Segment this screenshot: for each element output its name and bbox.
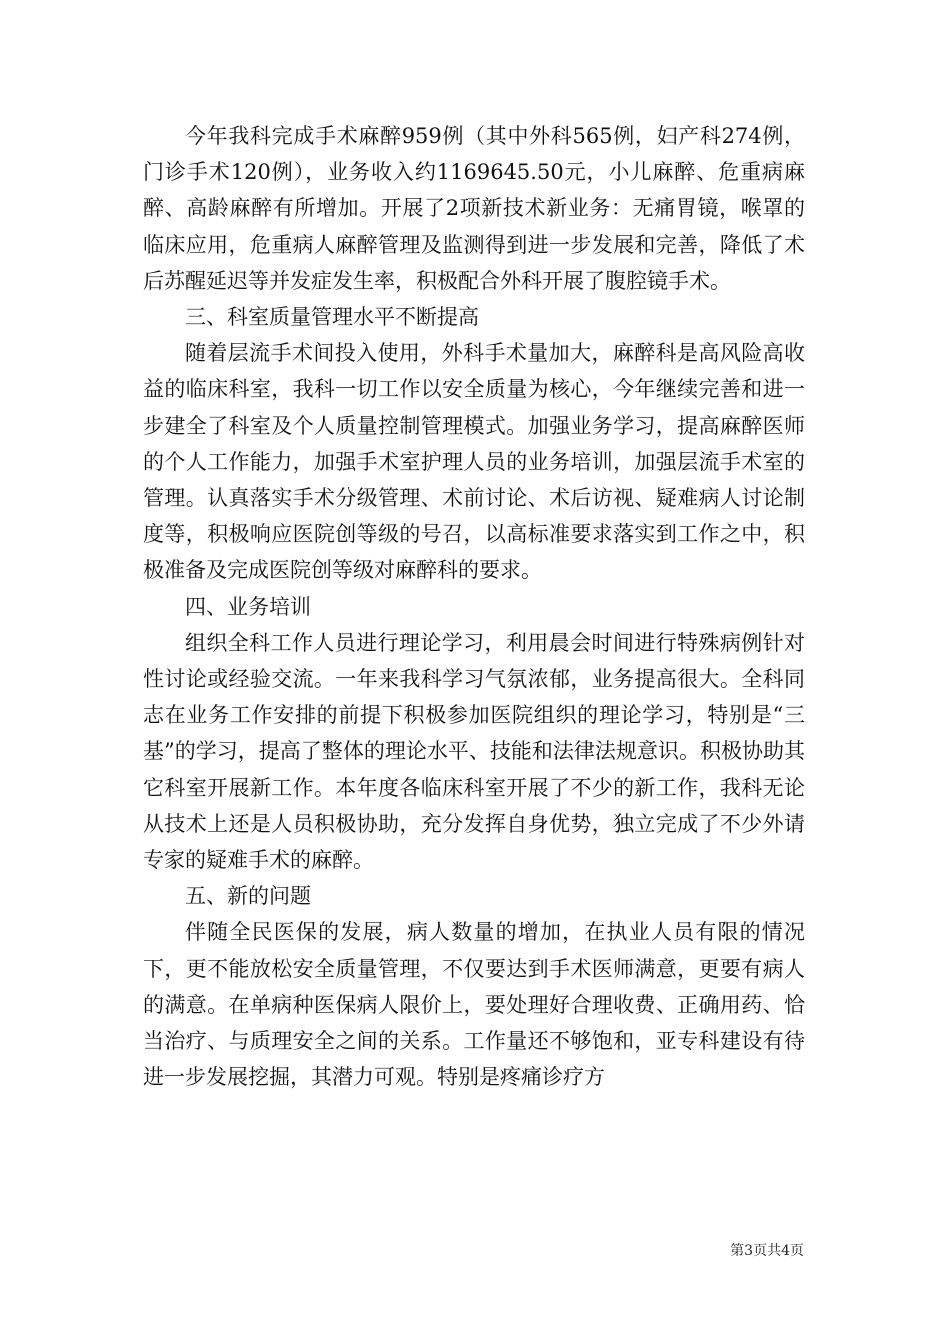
section-heading-quality: 三、科室质量管理水平不断提高: [185, 305, 479, 330]
page-number-footer: 第3页共4页: [730, 1243, 804, 1259]
paragraph-quality-management: 随着层流手术间投入使用，外科手术量加大，麻醉科是高风险高收益的临床科室，我科一切工作以安全质量为核心，今年继续完善和进一步建全了科室及个人质量控制管理模式。加强业务学习，提高麻醉医师的个人工作能力，加强手术室护理人员的业务培训，加强层流手术室的管理。认真落实手术分级管理、术前讨论、术后访视、疑难病人讨论制度等，积极响应医院创等级的号召，以高标准要求落实到工作之中，积极准备及完成医院创等级对麻醉科的要求。: [143, 341, 805, 583]
paragraph-surgery-stats: 今年我科完成手术麻醉959例（其中外科565例，妇产科274例，门诊手术120例），业务收入约1169645.50元，小儿麻醉、危重病麻醉、高龄麻醉有所增加。开展了2项新技术新业务：无痛胃镜，喉罩的临床应用，危重病人麻醉管理及监测得到进一步发展和完善，降低了术后苏醒延迟等并发症发生率，积极配合外科开展了腹腔镜手术。: [143, 124, 805, 293]
document-body: [143, 118, 805, 1095]
paragraph-training: 组织全科工作人员进行理论学习，利用晨会时间进行特殊病例针对性讨论或经验交流。一年来我科学习气氛浓郁，业务提高很大。全科同志在业务工作安排的前提下积极参加医院组织的理论学习，特别是“三基”的学习，提高了整体的理论水平、技能和法律法规意识。积极协助其它科室开展新工作。本年度各临床科室开展了不少的新工作，我科无论从技术上还是人员积极协助，充分发挥自身优势，独立完成了不少外请专家的疑难手术的麻醉。: [143, 630, 805, 873]
section-heading-training: 四、业务培训: [185, 594, 311, 619]
section-heading-new-problems: 五、新的问题: [185, 884, 311, 909]
paragraph-new-problems: 伴随全民医保的发展，病人数量的增加，在执业人员有限的情况下，更不能放松安全质量管理，不仅要达到手术医师满意，更要有病人的满意。在单病种医保病人限价上，要处理好合理收费、正确用药、恰当治疗、与质理安全之间的关系。工作量还不够饱和，亚专科建设有待进一步发展挖掘，其潜力可观。特别是疼痛诊疗方: [143, 920, 805, 1090]
